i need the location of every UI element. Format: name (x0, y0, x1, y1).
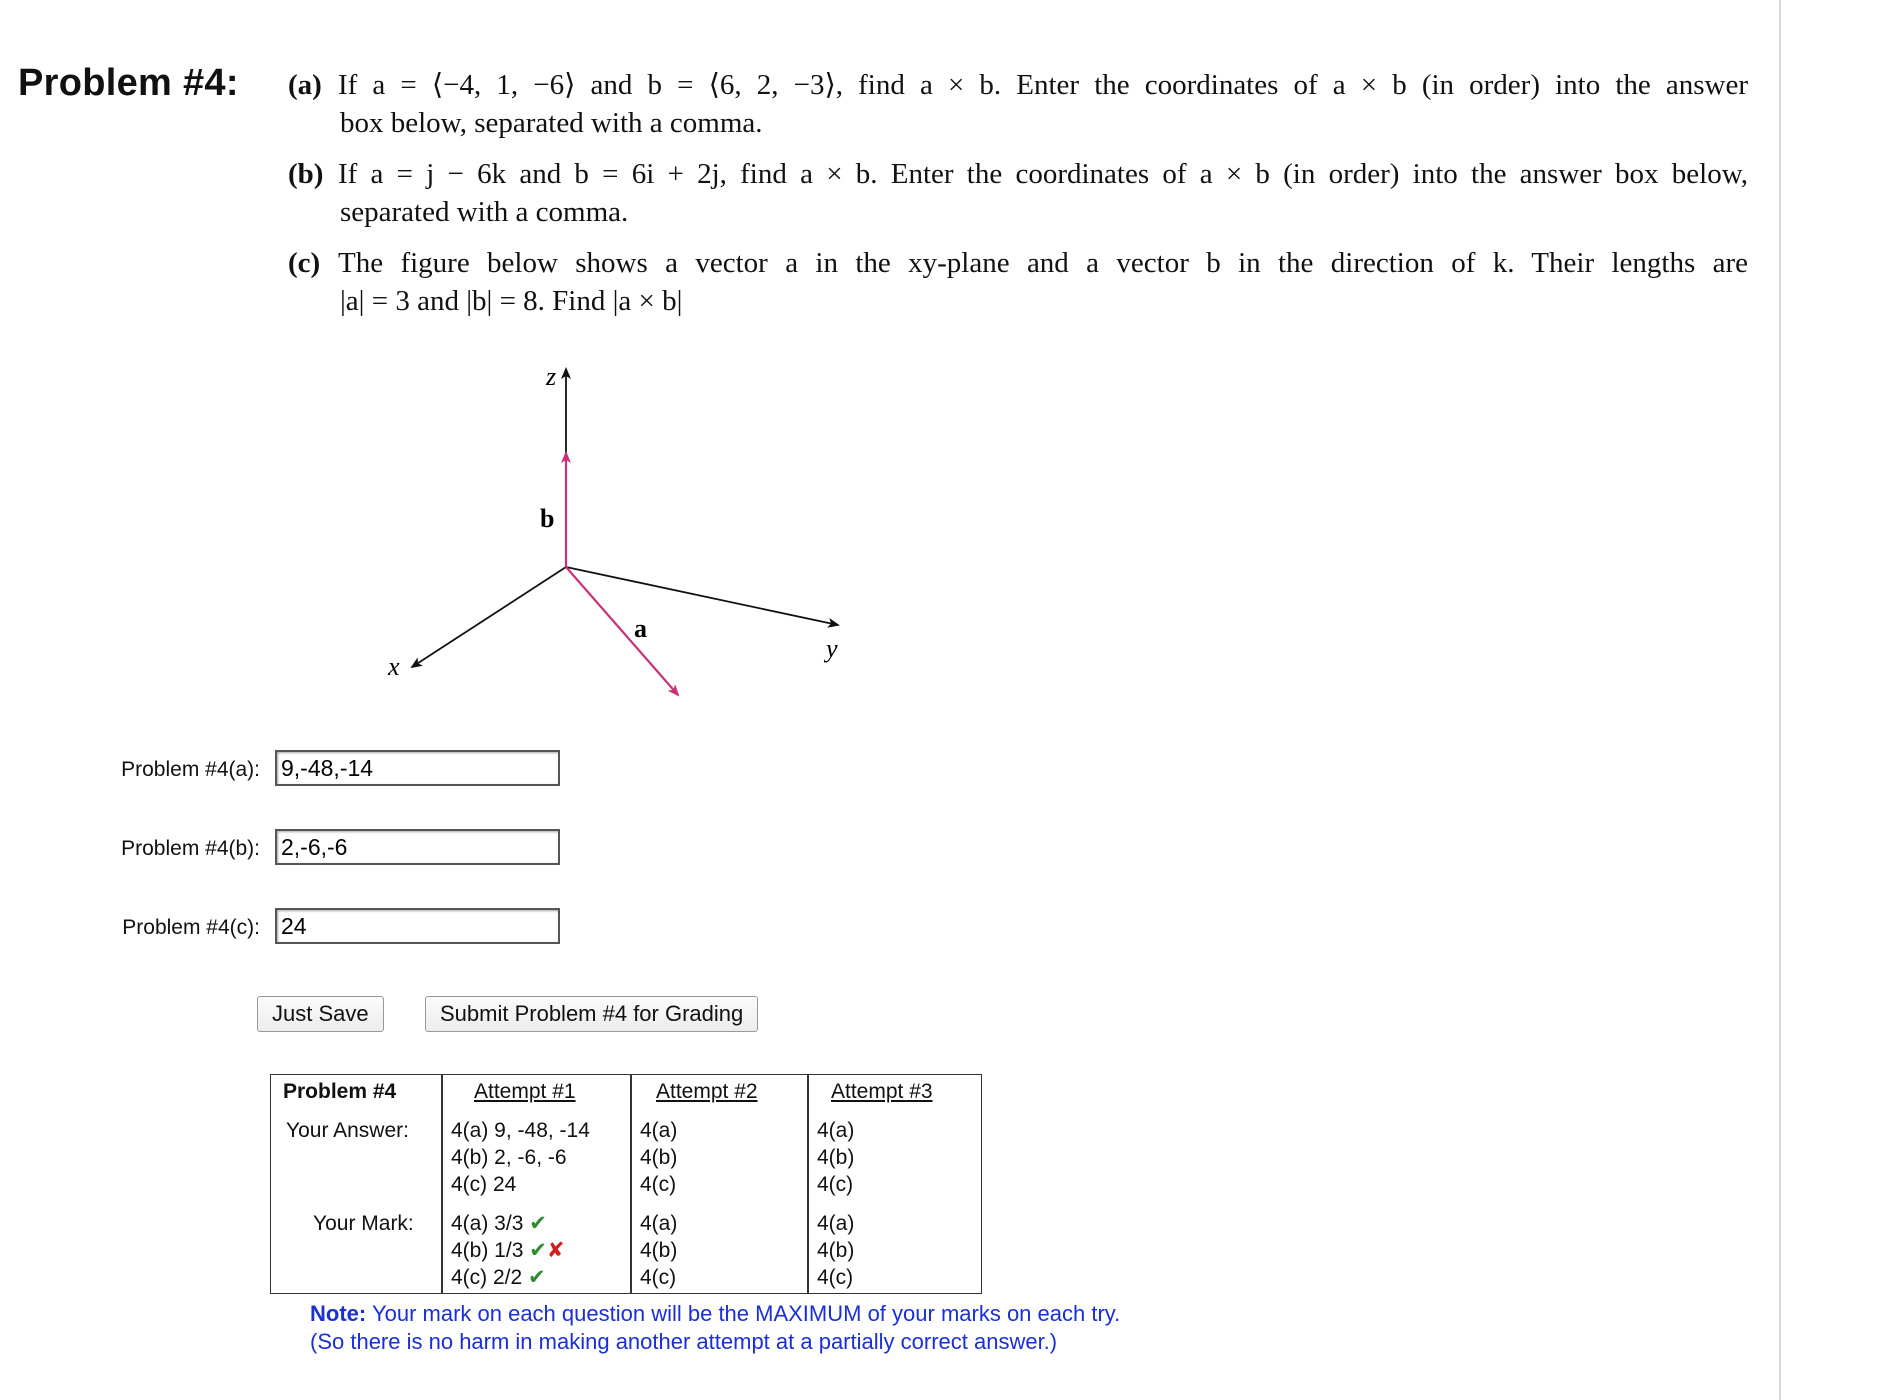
attempt2-answer-b: 4(b) (640, 1146, 678, 1169)
attempt-2-link[interactable]: Attempt #2 (656, 1080, 758, 1103)
cross-icon: ✘ (546, 1239, 565, 1262)
part-b (288, 155, 1748, 231)
attempt3-mark-a: 4(a) (817, 1212, 855, 1235)
x-axis (412, 567, 566, 667)
part-c-line1 (288, 244, 1748, 282)
part-a (288, 66, 1748, 142)
attempt2-mark-b: 4(b) (640, 1239, 678, 1262)
submit-button[interactable]: Submit Problem #4 for Grading (425, 996, 758, 1032)
answer-label-a: Problem #4(a): (121, 758, 260, 781)
just-save-button[interactable]: Just Save (257, 996, 384, 1032)
y-axis (566, 567, 838, 625)
your-answer-label: Your Answer: (286, 1119, 409, 1142)
attempt3-answer-c: 4(c) (817, 1173, 854, 1196)
part-c-label: (c) (288, 247, 321, 279)
note-line1 (310, 1300, 1120, 1328)
part-a-line1 (288, 66, 1748, 104)
attempt2-answer-a: 4(a) (640, 1119, 678, 1142)
check-icon: ✔ (528, 1266, 546, 1289)
grading-note (310, 1300, 1120, 1356)
problem-title: Problem #4: (18, 62, 239, 104)
attempt1-mark-c-text: 4(c) 2/2 (451, 1266, 523, 1289)
note-text: Your mark on each question will be the MAXIMUM of your marks on each try. (371, 1301, 1121, 1326)
part-a-label: (a) (288, 69, 322, 101)
answer-input-a[interactable] (275, 750, 560, 786)
part-a-line2: box below, separated with a comma. (340, 107, 763, 139)
grades-divider-3 (807, 1075, 809, 1293)
answer-input-b[interactable] (275, 829, 560, 865)
part-c (288, 244, 1748, 320)
attempt2-mark-a: 4(a) (640, 1212, 678, 1235)
part-c-line2: |a| = 3 and |b| = 8. Find |a × b| (340, 285, 683, 317)
attempt1-mark-b (451, 1237, 564, 1264)
attempt1-answer-c: 4(c) 24 (451, 1173, 517, 1196)
your-mark-label: Your Mark: (313, 1212, 414, 1235)
vector-figure (360, 355, 880, 725)
attempt-1-link[interactable]: Attempt #1 (474, 1080, 576, 1103)
note-bold: Note: (310, 1301, 367, 1326)
attempt1-answer-b: 4(b) 2, -6, -6 (451, 1146, 567, 1169)
attempt2-answer-c: 4(c) (640, 1173, 677, 1196)
grades-divider-1 (441, 1075, 443, 1293)
part-b-line1 (288, 155, 1748, 193)
grades-divider-2 (630, 1075, 632, 1293)
check-icon: ✔ (529, 1239, 547, 1262)
attempt1-mark-c (451, 1264, 546, 1291)
right-border (1779, 0, 1781, 1400)
answer-label-c: Problem #4(c): (122, 916, 260, 939)
x-axis-label: x (388, 652, 400, 681)
vector-a-label: a (634, 614, 647, 643)
attempt1-mark-a (451, 1210, 547, 1237)
attempt2-mark-c: 4(c) (640, 1266, 677, 1289)
answer-label-b: Problem #4(b): (121, 837, 260, 860)
part-b-text: If a = j − 6k and b = 6i + 2j, find a × b. Enter the coordinates of a × b (in order) into the answer box below, (338, 158, 1748, 190)
part-b-line2: separated with a comma. (340, 196, 629, 228)
answer-input-c[interactable] (275, 908, 560, 944)
attempt1-mark-b-text: 4(b) 1/3 (451, 1239, 524, 1262)
attempt3-answer-b: 4(b) (817, 1146, 855, 1169)
vector-a (566, 567, 678, 695)
attempt-3-link[interactable]: Attempt #3 (831, 1080, 933, 1103)
grades-table (270, 1074, 982, 1294)
z-axis-label: z (546, 362, 557, 391)
part-a-text: If a = ⟨−4, 1, −6⟩ and b = ⟨6, 2, −3⟩, find a × b. Enter the coordinates of a × b (in order) into the answer (338, 69, 1748, 101)
check-icon: ✔ (529, 1212, 547, 1235)
vector-b-label: b (540, 504, 555, 533)
attempt1-answer-a: 4(a) 9, -48, -14 (451, 1119, 590, 1142)
attempt3-answer-a: 4(a) (817, 1119, 855, 1142)
y-axis-label: y (826, 634, 838, 663)
attempt3-mark-b: 4(b) (817, 1239, 855, 1262)
attempt1-mark-a-text: 4(a) 3/3 (451, 1212, 524, 1235)
grades-header: Problem #4 (283, 1080, 397, 1103)
note-line2: (So there is no harm in making another attempt at a partially correct answer.) (310, 1329, 1058, 1354)
attempt3-mark-c: 4(c) (817, 1266, 854, 1289)
part-c-text: The figure below shows a vector a in the xy-plane and a vector b in the direction of k. Their lengths are (338, 247, 1748, 279)
part-b-label: (b) (288, 158, 324, 190)
